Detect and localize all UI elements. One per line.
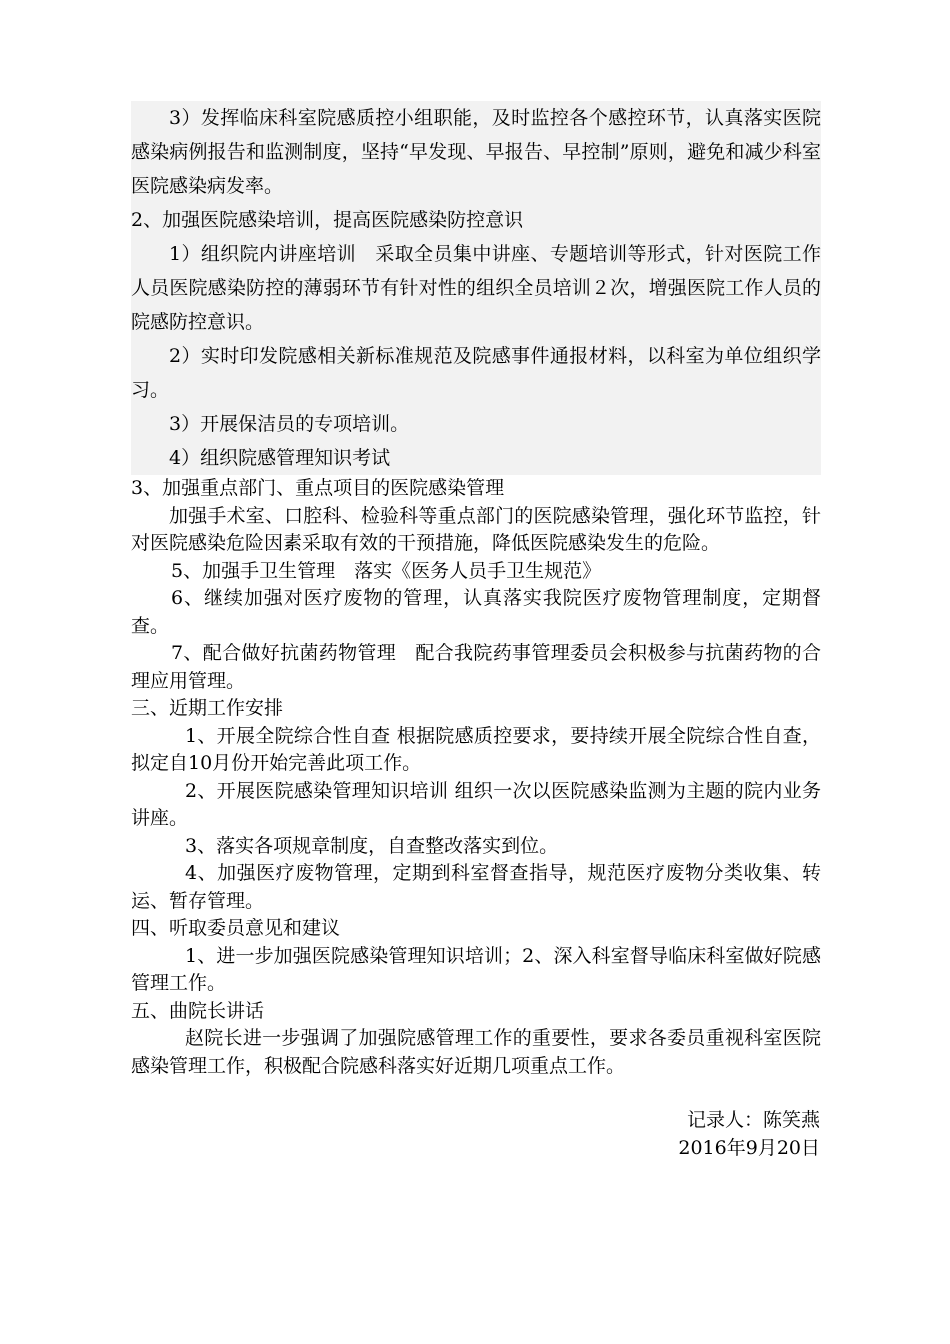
document-body — [131, 101, 821, 1080]
section-heading: 五、曲院长讲话 — [131, 999, 265, 1022]
paragraph: 2、开展医院感染管理知识培训 组织一次以医院感染监测为主题的院内业务讲座。 — [131, 779, 821, 829]
paragraph: 1、进一步加强医院感染管理知识培训；2、深入科室督导临床科室做好院感管理工作。 — [131, 944, 821, 994]
paragraph: 6、继续加强对医疗废物的管理，认真落实我院医疗废物管理制度，定期督查。 — [131, 587, 821, 637]
paragraph: 7、配合做好抗菌药物管理 配合我院药事管理委员会积极参与抗菌药物的合理应用管理。 — [131, 642, 821, 692]
paragraph: 1）组织院内讲座培训 采取全员集中讲座、专题培训等形式，针对医院工作人员医院感染防控的薄弱环节有针对性的组织全员培训２次，增强医院工作人员的院感防控意识。 — [131, 243, 821, 333]
section-heading: 3、加强重点部门、重点项目的医院感染管理 — [131, 477, 505, 499]
paragraph: 4）组织院感管理知识考试 — [169, 447, 391, 469]
paragraph: 3）开展保洁员的专项培训。 — [169, 413, 410, 435]
main-section — [131, 475, 821, 1080]
section-heading: 三、近期工作安排 — [131, 697, 284, 719]
shaded-section — [131, 101, 821, 475]
paragraph: 加强手术室、口腔科、检验科等重点部门的医院感染管理，强化环节监控，针对医院感染危险因素采取有效的干预措施，降低医院感染发生的危险。 — [131, 504, 821, 554]
paragraph: 1、开展全院综合性自查 根据院感质控要求，要持续开展全院综合性自查，拟定自10月份开始完善此项工作。 — [131, 724, 821, 774]
paragraph: 5、加强手卫生管理 落实《医务人员手卫生规范》 — [171, 559, 602, 582]
signature-block — [678, 1106, 820, 1162]
paragraph: 4、加强医疗废物管理，定期到科室督查指导，规范医疗废物分类收集、转运、暂存管理。 — [131, 862, 821, 912]
paragraph: 3、落实各项规章制度，自查整改落实到位。 — [185, 834, 559, 857]
section-heading: 四、听取委员意见和建议 — [131, 917, 341, 939]
recorder: 记录人：陈笑燕 — [686, 1109, 820, 1131]
paragraph: 赵院长进一步强调了加强院感管理工作的重要性，要求各委员重视科室医院感染管理工作，积极配合院感科落实好近期几项重点工作。 — [131, 1027, 821, 1077]
paragraph: 3）发挥临床科室院感质控小组职能，及时监控各个感控环节，认真落实医院感染病例报告和监测制度，坚持“早发现、早报告、早控制”原则，避免和减少科室医院感染病发率。 — [131, 107, 821, 197]
date: 2016年9月20日 — [678, 1137, 820, 1159]
paragraph: 2）实时印发院感相关新标准规范及院感事件通报材料，以科室为单位组织学习。 — [131, 345, 821, 401]
section-heading: 2、加强医院感染培训，提高医院感染防控意识 — [131, 209, 524, 231]
